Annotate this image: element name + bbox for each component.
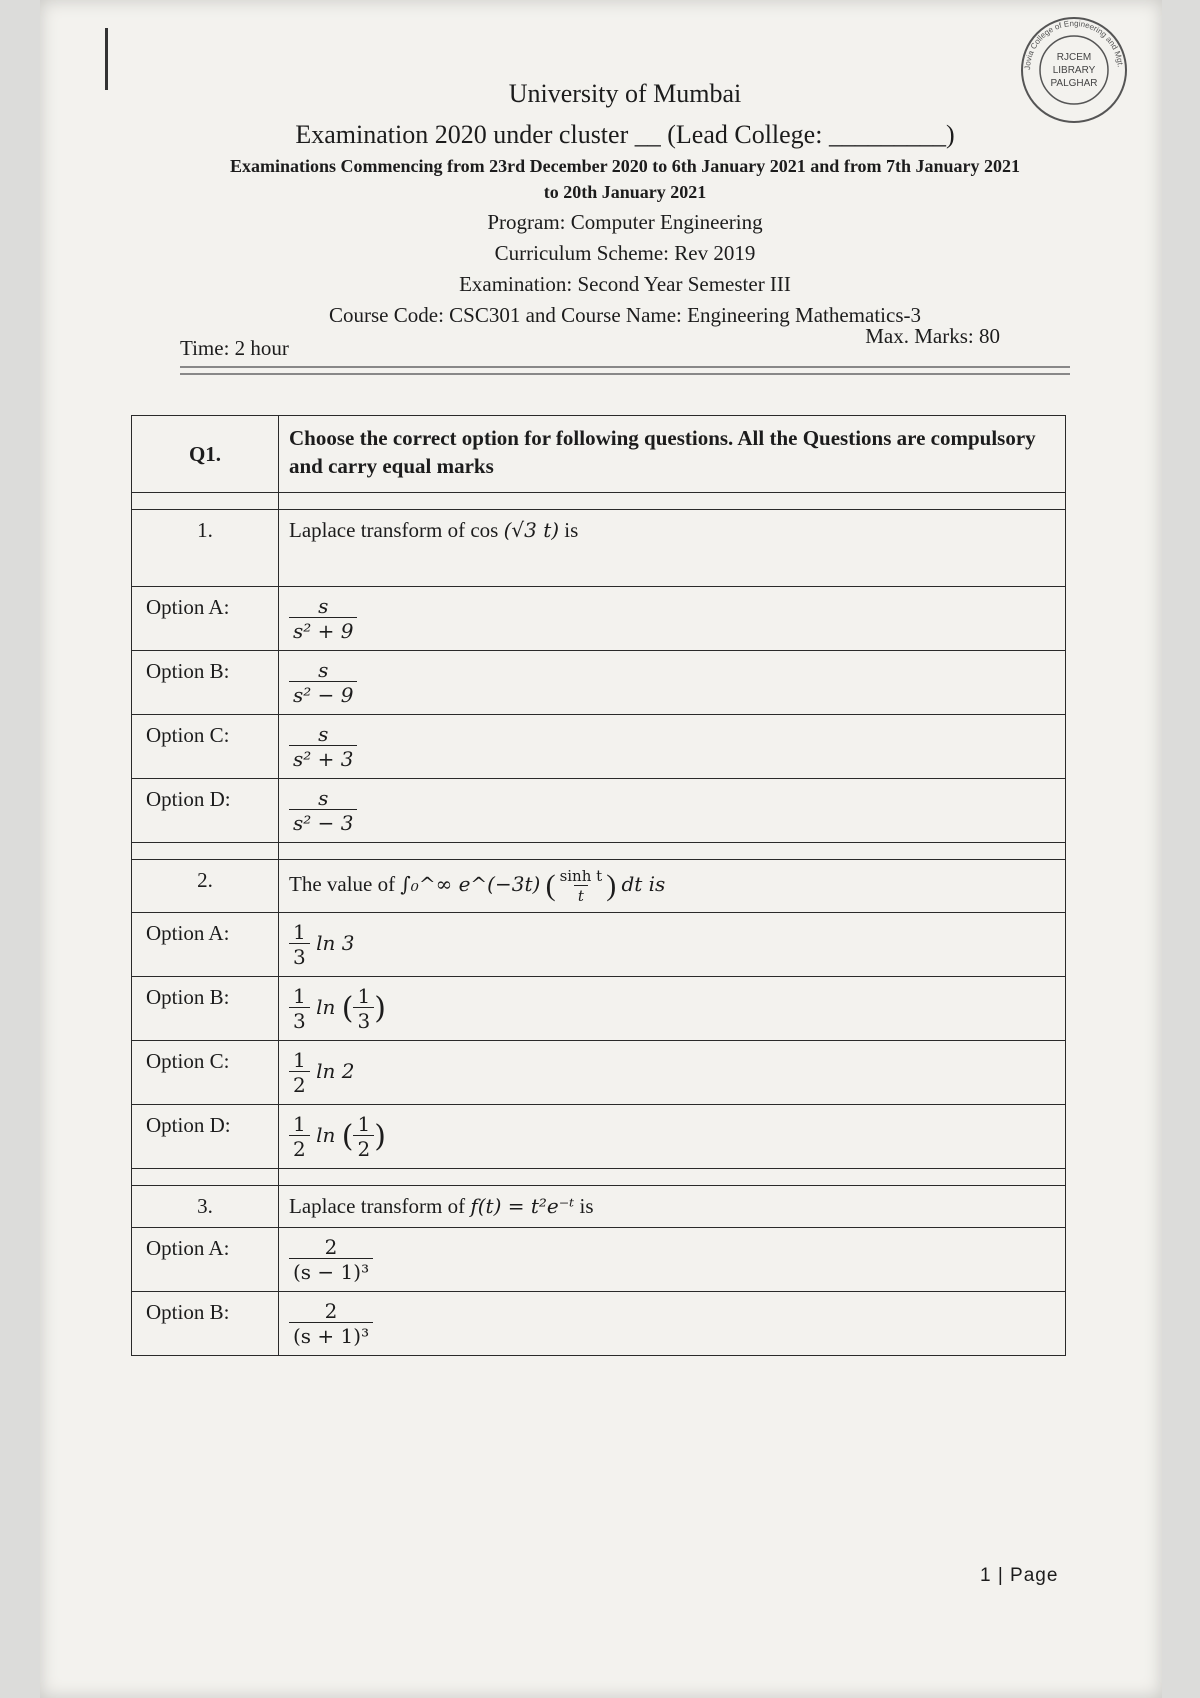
option-numerator: s	[318, 786, 329, 810]
option-row	[132, 715, 1066, 779]
header-divider	[180, 366, 1070, 375]
option-label: Option A:	[132, 1228, 279, 1292]
stamp-line-3: PALGHAR	[1050, 78, 1098, 89]
max-marks-label: Max. Marks: 80	[865, 324, 1000, 348]
question-text	[279, 1186, 1066, 1228]
option-label: Option B:	[132, 1292, 279, 1356]
open-paren: (	[545, 869, 556, 902]
open-paren: (	[341, 1119, 354, 1154]
question-integral: ∫₀^∞ e^(−3t)	[400, 871, 541, 896]
time-label: Time: 2 hour	[180, 336, 289, 360]
section-instruction: Choose the correct option for following questions. All the Questions are compulsory and carry equal marks	[279, 416, 1066, 493]
question-text-suffix: is	[564, 518, 579, 542]
section-label-text: Q1.	[188, 441, 222, 466]
option-row	[132, 1105, 1066, 1169]
option-numerator: s	[318, 722, 329, 746]
question-row	[132, 510, 1066, 587]
option-row	[132, 913, 1066, 977]
option-row	[132, 1292, 1066, 1356]
coef-numerator: 1	[293, 920, 306, 944]
question-number: 3.	[132, 1186, 279, 1228]
option-value[interactable]	[279, 1292, 1066, 1356]
coef-numerator: 1	[293, 1048, 306, 1072]
option-value[interactable]	[279, 1105, 1066, 1169]
coef-denominator: 2	[289, 1135, 310, 1160]
spacer-row	[132, 493, 1066, 510]
option-row	[132, 651, 1066, 715]
exam-dates-line: Examinations Commencing from 23rd December 2020 to 6th January 2021 and from 7th January 2021	[230, 156, 1020, 177]
option-value[interactable]	[279, 779, 1066, 843]
option-function: ln	[316, 1123, 336, 1147]
coef-denominator: 3	[289, 1007, 310, 1032]
option-row	[132, 587, 1066, 651]
coef-denominator: 3	[289, 943, 310, 968]
option-label: Option D:	[132, 1105, 279, 1169]
arg-numerator: 1	[357, 984, 371, 1008]
university-name: University of Mumbai	[508, 79, 742, 108]
option-label: Option B:	[132, 651, 279, 715]
course-line: Course Code: CSC301 and Course Name: Engineering Mathematics-3	[329, 303, 921, 328]
margin-mark	[105, 28, 108, 90]
section-label	[132, 416, 279, 493]
close-paren: )	[374, 1119, 386, 1154]
integrand-numerator: sinh t	[559, 867, 603, 885]
exam-header	[130, 78, 1120, 328]
option-label: Option D:	[132, 779, 279, 843]
question-text-suffix: is	[579, 1194, 594, 1218]
option-label: Option C:	[132, 715, 279, 779]
spacer-row	[132, 1169, 1066, 1186]
question-text-prefix: Laplace transform of cos	[289, 518, 499, 542]
question-text-suffix: dt is	[621, 871, 666, 896]
stamp-line-1: RJCEM	[1056, 52, 1092, 63]
exam-cluster-line: Examination 2020 under cluster __ (Lead College: _________)	[295, 120, 955, 150]
option-denominator: s² + 9	[289, 617, 357, 642]
integrand-denominator: t	[574, 885, 588, 905]
option-value[interactable]	[279, 1228, 1066, 1292]
close-paren: )	[606, 869, 617, 902]
option-value[interactable]	[279, 651, 1066, 715]
coef-denominator: 2	[289, 1071, 310, 1096]
option-numerator: 2	[324, 1235, 338, 1259]
question-text	[279, 860, 1066, 913]
coef-numerator: 1	[293, 984, 306, 1008]
examination-line: Examination: Second Year Semester III	[459, 271, 791, 296]
question-text-prefix: Laplace transform of	[289, 1194, 466, 1218]
question-row	[132, 860, 1066, 913]
coef-numerator: 1	[293, 1112, 306, 1136]
option-label: Option C:	[132, 1041, 279, 1105]
question-row	[132, 1186, 1066, 1228]
option-function: ln 3	[316, 931, 355, 955]
open-paren: (	[341, 991, 354, 1026]
spacer-row	[132, 843, 1066, 860]
option-function: ln 2	[316, 1059, 355, 1083]
option-label: Option A:	[132, 913, 279, 977]
option-denominator: s² + 3	[289, 745, 357, 770]
question-expression: (√3 t)	[503, 518, 560, 542]
option-value[interactable]	[279, 913, 1066, 977]
curriculum-line: Curriculum Scheme: Rev 2019	[494, 240, 756, 265]
stamp-ring-text: Jovia College of Engineering and Mgt.	[1022, 18, 1125, 71]
question-number: 1.	[132, 510, 279, 587]
option-function: ln	[316, 995, 336, 1019]
section-row	[132, 416, 1066, 493]
option-value[interactable]	[279, 587, 1066, 651]
option-label: Option A:	[132, 587, 279, 651]
question-table	[131, 415, 1066, 1356]
question-text	[279, 510, 1066, 587]
option-row	[132, 977, 1066, 1041]
option-row	[132, 779, 1066, 843]
option-row	[132, 1228, 1066, 1292]
time-marks-row	[180, 324, 1000, 361]
stamp-line-2: LIBRARY	[1052, 65, 1096, 76]
option-denominator: (s − 1)³	[289, 1258, 373, 1283]
program-line: Program: Computer Engineering	[487, 209, 763, 234]
option-numerator: s	[318, 594, 329, 618]
option-denominator: s² − 3	[289, 809, 357, 834]
arg-denominator: 3	[353, 1007, 374, 1032]
option-label: Option B:	[132, 977, 279, 1041]
option-denominator: (s + 1)³	[289, 1322, 373, 1347]
option-value[interactable]	[279, 1041, 1066, 1105]
close-paren: )	[374, 991, 386, 1026]
option-value[interactable]	[279, 715, 1066, 779]
question-number: 2.	[132, 860, 279, 913]
option-numerator: s	[318, 658, 329, 682]
option-numerator: 2	[324, 1299, 338, 1323]
page-number: 1 | Page	[980, 1565, 1059, 1586]
question-text-prefix: The value of	[289, 871, 396, 896]
option-value[interactable]	[279, 977, 1066, 1041]
arg-denominator: 2	[353, 1135, 374, 1160]
option-denominator: s² − 9	[289, 681, 357, 706]
question-expression: f(t) = t²e⁻ᵗ	[470, 1194, 575, 1218]
arg-numerator: 1	[357, 1112, 371, 1136]
option-row	[132, 1041, 1066, 1105]
exam-dates-line-2: to 20th January 2021	[543, 181, 707, 202]
